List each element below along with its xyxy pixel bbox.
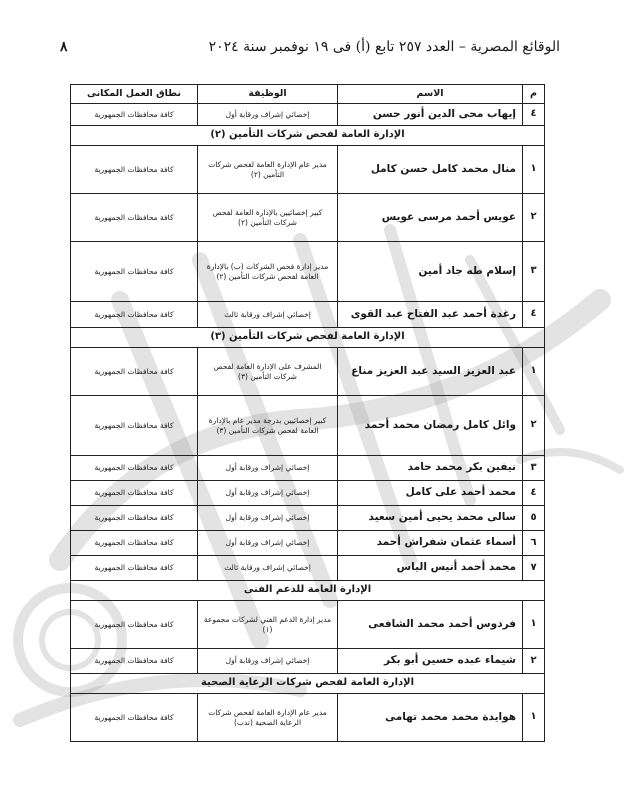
job-title: إخصائي إشراف ورقابة أول: [198, 649, 338, 674]
job-title: مدير إدارة الدعم الفني لشركات مجموعة (١): [198, 601, 338, 649]
table-row: [71, 556, 545, 581]
employee-name: أسماء عثمان شفراش أحمد: [338, 531, 523, 556]
work-scope: كافة محافظات الجمهورية: [71, 302, 198, 328]
job-title: مدير عام الإدارة العامة لفحص شركات الرعاية الصحية (تدب): [198, 694, 338, 742]
page-number: ٨: [60, 39, 68, 55]
work-scope: كافة محافظات الجمهورية: [71, 456, 198, 481]
job-title: كبير إخصائيين بالإدارة العامة لفحص شركات التأمين (٢): [198, 194, 338, 242]
table-row: [71, 104, 545, 126]
row-number: ٢: [523, 649, 545, 674]
work-scope: كافة محافظات الجمهورية: [71, 348, 198, 396]
table-row: [71, 694, 545, 742]
table-header-row: [71, 85, 545, 104]
table-row: [71, 146, 545, 194]
row-number: ٦: [523, 531, 545, 556]
page-header: [60, 36, 560, 58]
table-row: [71, 601, 545, 649]
employee-name: إسلام طه جاد أمين: [338, 242, 523, 302]
row-number: ٣: [523, 456, 545, 481]
work-scope: كافة محافظات الجمهورية: [71, 506, 198, 531]
employee-name: محمد أحمد على كامل: [338, 481, 523, 506]
row-number: ٤: [523, 302, 545, 328]
column-header-job: الوظيفة: [198, 85, 338, 104]
section-header-row: [71, 328, 545, 348]
employee-name: شيماء عبده حسين أبو بكر: [338, 649, 523, 674]
job-title: إخصائي إشراف ورقابة أول: [198, 456, 338, 481]
table-row: [71, 242, 545, 302]
row-number: ٢: [523, 194, 545, 242]
job-title: إخصائي إشراف ورقابة أول: [198, 104, 338, 126]
row-number: ٤: [523, 481, 545, 506]
section-title: الإدارة العامة للدعم الفنى: [71, 581, 545, 601]
job-title: إخصائي إشراف ورقابة أول: [198, 506, 338, 531]
employee-name: سالى محمد يحيى أمين سعيد: [338, 506, 523, 531]
employee-name: رغدة أحمد عبد الفتاح عبد القوى: [338, 302, 523, 328]
table-row: [71, 456, 545, 481]
work-scope: كافة محافظات الجمهورية: [71, 649, 198, 674]
section-title: الإدارة العامة لفحص شركات التأمين (٢): [71, 126, 545, 146]
table-row: [71, 396, 545, 456]
row-number: ٤: [523, 104, 545, 126]
row-number: ٢: [523, 396, 545, 456]
job-title: المشرف على الإدارة العامة لفحص شركات التأمين (٣): [198, 348, 338, 396]
employee-name: عويس أحمد مرسى عويس: [338, 194, 523, 242]
row-number: ١: [523, 694, 545, 742]
work-scope: كافة محافظات الجمهورية: [71, 556, 198, 581]
job-title: مدير إدارة فحص الشركات (ب) بالإدارة العامة لفحص شركات التأمين (٢): [198, 242, 338, 302]
employee-name: إيهاب محى الدين أنور حسن: [338, 104, 523, 126]
table-row: [71, 194, 545, 242]
work-scope: كافة محافظات الجمهورية: [71, 242, 198, 302]
section-header-row: [71, 581, 545, 601]
work-scope: كافة محافظات الجمهورية: [71, 601, 198, 649]
work-scope: كافة محافظات الجمهورية: [71, 396, 198, 456]
job-title: إخصائي إشراف ورقابة ثالث: [198, 302, 338, 328]
job-title: إخصائي إشراف ورقابة ثالث: [198, 556, 338, 581]
row-number: ٧: [523, 556, 545, 581]
table-row: [71, 348, 545, 396]
work-scope: كافة محافظات الجمهورية: [71, 194, 198, 242]
row-number: ٣: [523, 242, 545, 302]
employee-name: فردوس أحمد محمد الشافعى: [338, 601, 523, 649]
employee-name: عبد العزيز السيد عبد العزيز مناع: [338, 348, 523, 396]
table-row: [71, 649, 545, 674]
row-number: ١: [523, 601, 545, 649]
section-header-row: [71, 674, 545, 694]
column-header-scope: نطاق العمل المكانى: [71, 85, 198, 104]
row-number: ١: [523, 348, 545, 396]
section-title: الإدارة العامة لفحص شركات التأمين (٣): [71, 328, 545, 348]
employee-name: نيفين بكر محمد حامد: [338, 456, 523, 481]
section-header-row: [71, 126, 545, 146]
section-title: الإدارة العامة لفحص شركات الرعاية الصحية: [71, 674, 545, 694]
employee-name: هوايدة محمد محمد تهامى: [338, 694, 523, 742]
gazette-title: الوقائع المصرية – العدد ٢٥٧ تابع (أ) فى ١٩ نوفمبر سنة ٢٠٢٤: [208, 39, 560, 55]
work-scope: كافة محافظات الجمهورية: [71, 531, 198, 556]
column-header-number: م: [523, 85, 545, 104]
work-scope: كافة محافظات الجمهورية: [71, 694, 198, 742]
job-title: إخصائي إشراف ورقابة أول: [198, 531, 338, 556]
table-row: [71, 506, 545, 531]
work-scope: كافة محافظات الجمهورية: [71, 481, 198, 506]
work-scope: كافة محافظات الجمهورية: [71, 146, 198, 194]
employee-name: منال محمد كامل حسن كامل: [338, 146, 523, 194]
job-title: إخصائي إشراف ورقابة أول: [198, 481, 338, 506]
job-title: كبير إخصائيين بدرجة مدير عام بالإدارة العامة لفحص شركات التأمين (٣): [198, 396, 338, 456]
column-header-name: الاسم: [338, 85, 523, 104]
employees-table: [70, 84, 545, 742]
table-row: [71, 302, 545, 328]
employee-name: محمد أحمد أنيس الياس: [338, 556, 523, 581]
table-body: [71, 104, 545, 742]
row-number: ١: [523, 146, 545, 194]
table-row: [71, 531, 545, 556]
employee-name: وائل كامل رمضان محمد أحمد: [338, 396, 523, 456]
work-scope: كافة محافظات الجمهورية: [71, 104, 198, 126]
job-title: مدير عام الإدارة العامة لفحص شركات التأمين (٢): [198, 146, 338, 194]
row-number: ٥: [523, 506, 545, 531]
table-row: [71, 481, 545, 506]
